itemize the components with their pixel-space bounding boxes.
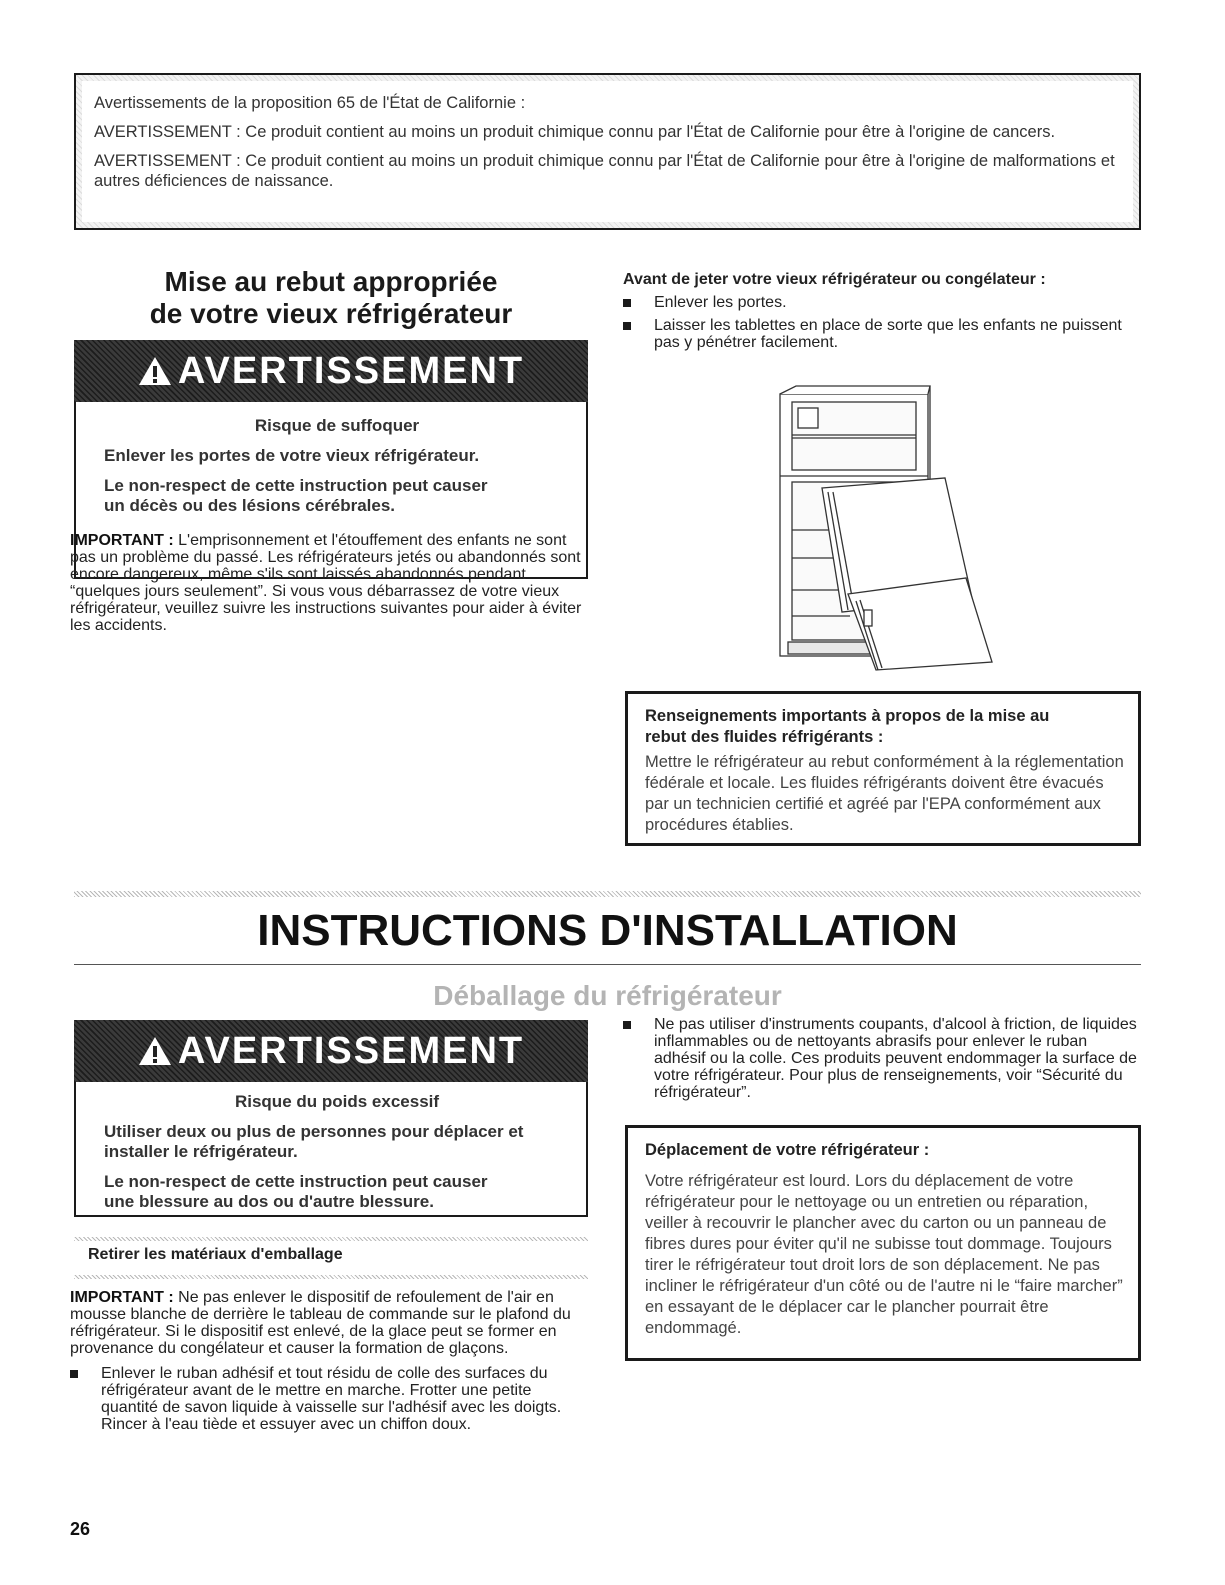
moving-refrigerator-box [625,1125,1141,1361]
list-item: Enlever le ruban adhésif et tout résidu de colle des surfaces du réfrigérateur avant de le mettre en marche. Frotter une petite quantité de savon liquide à vaisselle sur l'adhésif avec les doigts. Rincer à l'eau tiède et essuyer avec un chiffon doux. [70,1365,590,1433]
warning-consequence-line2: un décès ou des lésions cérébrales. [104,496,396,515]
disposal-important-paragraph [70,532,590,634]
warning-triangle-icon [138,355,172,387]
list-item: Laisser les tablettes en place de sorte que les enfants ne puissent pas y pénétrer facilement. [623,317,1143,351]
page-number: 26 [70,1519,91,1539]
warning-body [74,1082,588,1217]
subheading-rule-top [74,1237,588,1241]
warning-banner-label: AVERTISSEMENT [177,1029,525,1072]
list-item: Enlever les portes. [623,294,1143,311]
prop65-warning-birth: AVERTISSEMENT : Ce produit contient au moins un produit chimique connu par l'État de Californie pour être à l'origine de malformations et autres déficiences de naissance. [94,152,1115,190]
warning-consequence-line1: Le non-respect de cette instruction peut causer [104,1172,488,1191]
refrigerant-heading-line2: rebut des fluides réfrigérants : [645,728,884,746]
installation-important-section [70,1289,590,1439]
warning-banner-label: AVERTISSEMENT [177,349,525,392]
warning-hazard: Risque de suffoquer [254,416,420,435]
important-label: IMPORTANT : [70,1289,174,1306]
refrigerator-doors-removed-illustration [770,380,1000,675]
section-divider-bottom [74,964,1141,965]
important-text: L'emprisonnement et l'étouffement des enfants ne sont pas un problème du passé. Les réfrigérateurs jetés ou abandonnés sont encore dangereux, même s'ils sont laissés abandonnés pendant “quelques jours seulement”. Si vous vous débarrassez de votre vieux réfrigérateur, veuillez suivre les instructions suivantes pour aider à éviter les accidents. [70,532,582,634]
excessive-weight-warning [74,1020,588,1217]
refrigerant-text: Mettre le réfrigérateur au rebut conformément à la réglementation fédérale et locale. Les fluides réfrigérants doivent être évacués par un technicien certifié et agréé par l'EPA conformément aux procédures établies. [645,753,1124,834]
before-disposal-section [623,271,1143,357]
warning-hazard: Risque du poids excessif [234,1092,440,1111]
warning-instruction-line1: Utiliser deux ou plus de personnes pour déplacer et [104,1122,524,1141]
warning-consequence-line1: Le non-respect de cette instruction peut causer [104,476,488,495]
unpacking-subtitle: Déballage du réfrigérateur [433,980,782,1011]
unpacking-right-list [623,1016,1139,1101]
moving-heading: Déplacement de votre réfrigérateur : [645,1141,930,1159]
warning-instruction-line2: installer le réfrigérateur. [104,1142,298,1161]
prop65-warning-cancer: AVERTISSEMENT : Ce produit contient au moins un produit chimique connu par l'État de Californie pour être à l'origine de cancers. [94,123,1056,141]
warning-banner [74,1020,588,1082]
warning-banner [74,340,588,402]
warning-consequence-line2: une blessure au dos ou d'autre blessure. [104,1192,434,1211]
disposal-title-line2: de votre vieux réfrigérateur [149,298,513,329]
remove-packaging-heading: Retirer les matériaux d'emballage [88,1246,343,1263]
before-disposal-list [623,294,1143,351]
subheading-rule-bottom [74,1275,588,1279]
tape-removal-list [70,1365,590,1433]
installation-important-paragraph [70,1289,590,1357]
warning-instruction: Enlever les portes de votre vieux réfrigérateur. [104,446,480,465]
disposal-title [74,266,588,330]
warning-triangle-icon [138,1035,172,1067]
refrigerant-disposal-box [625,691,1141,846]
important-label: IMPORTANT : [70,532,174,549]
section-divider-top [74,891,1141,897]
important-text: Ne pas enlever le dispositif de refoulement de l'air en mousse blanche de derrière le tableau de commande sur le plafond du réfrigérateur. Si le dispositif est enlevé, de la glace peut se former en provenance du congélateur et causer la formation de glaçons. [70,1289,571,1357]
prop65-warning-box [74,73,1141,230]
disposal-title-line1: Mise au rebut appropriée [164,266,498,297]
refrigerant-heading-line1: Renseignements importants à propos de la mise au [645,707,1050,725]
list-item: Ne pas utiliser d'instruments coupants, d'alcool à friction, de liquides inflammables ou de nettoyants abrasifs pour enlever le ruban adhésif ou la colle. Ces produits peuvent endommager la surface de votre réfrigérateur. Pour plus de renseignements, voir “Sécurité du réfrigérateur”. [623,1016,1139,1101]
prop65-intro: Avertissements de la proposition 65 de l'État de Californie : [94,94,526,112]
unpacking-right-section [623,1016,1139,1107]
moving-text: Votre réfrigérateur est lourd. Lors du déplacement de votre réfrigérateur pour le nettoyage ou un entretien ou réparation, veiller à recouvrir le plancher avec du carton ou un panneau de fibres dures pour éviter qu'il ne subisse tout dommage. Toujours tirer le réfrigérateur tout droit lors de son déplacement. Ne pas incliner le réfrigérateur d'un côté ou de l'autre ni le “faire marcher” en essayant de le déplacer car le plancher pourrait être endommagé. [645,1172,1123,1337]
installation-title: INSTRUCTIONS D'INSTALLATION [257,906,958,955]
before-disposal-heading: Avant de jeter votre vieux réfrigérateur ou congélateur : [623,271,1046,288]
